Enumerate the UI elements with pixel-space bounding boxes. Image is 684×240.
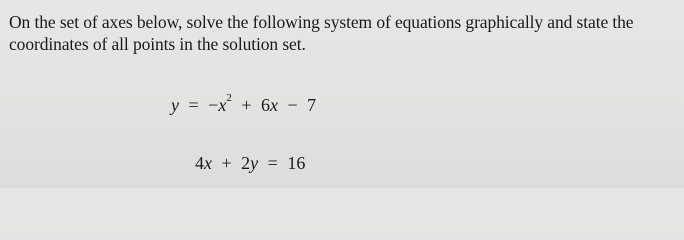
eq2-y-variable: y: [250, 153, 259, 173]
question-prompt: On the set of axes below, solve the following system of equations graphically and state the coordinates of all points in the solution set.: [9, 12, 634, 54]
eq1-minus-sign: −: [287, 95, 298, 115]
eq1-x-variable: x: [218, 95, 227, 115]
eq1-linear-coefficient: 6: [260, 95, 270, 115]
equation-linear: [195, 153, 305, 174]
eq1-constant: 7: [307, 95, 317, 115]
eq1-plus-sign: +: [241, 95, 252, 115]
eq1-equals-sign: =: [188, 95, 199, 115]
eq2-plus-sign: +: [221, 153, 232, 173]
eq2-x-variable: x: [204, 153, 212, 173]
eq2-x-coefficient: 4: [195, 153, 204, 173]
eq2-constant: 16: [287, 153, 306, 173]
eq1-lhs-variable: y: [171, 95, 179, 115]
eq2-y-coefficient: 2: [241, 153, 251, 173]
eq2-equals-sign: =: [267, 153, 278, 173]
equation-quadratic: [171, 92, 317, 116]
eq1-negative-sign: −: [208, 95, 219, 115]
eq1-linear-variable: x: [269, 95, 278, 115]
eq1-exponent: 2: [226, 92, 232, 104]
